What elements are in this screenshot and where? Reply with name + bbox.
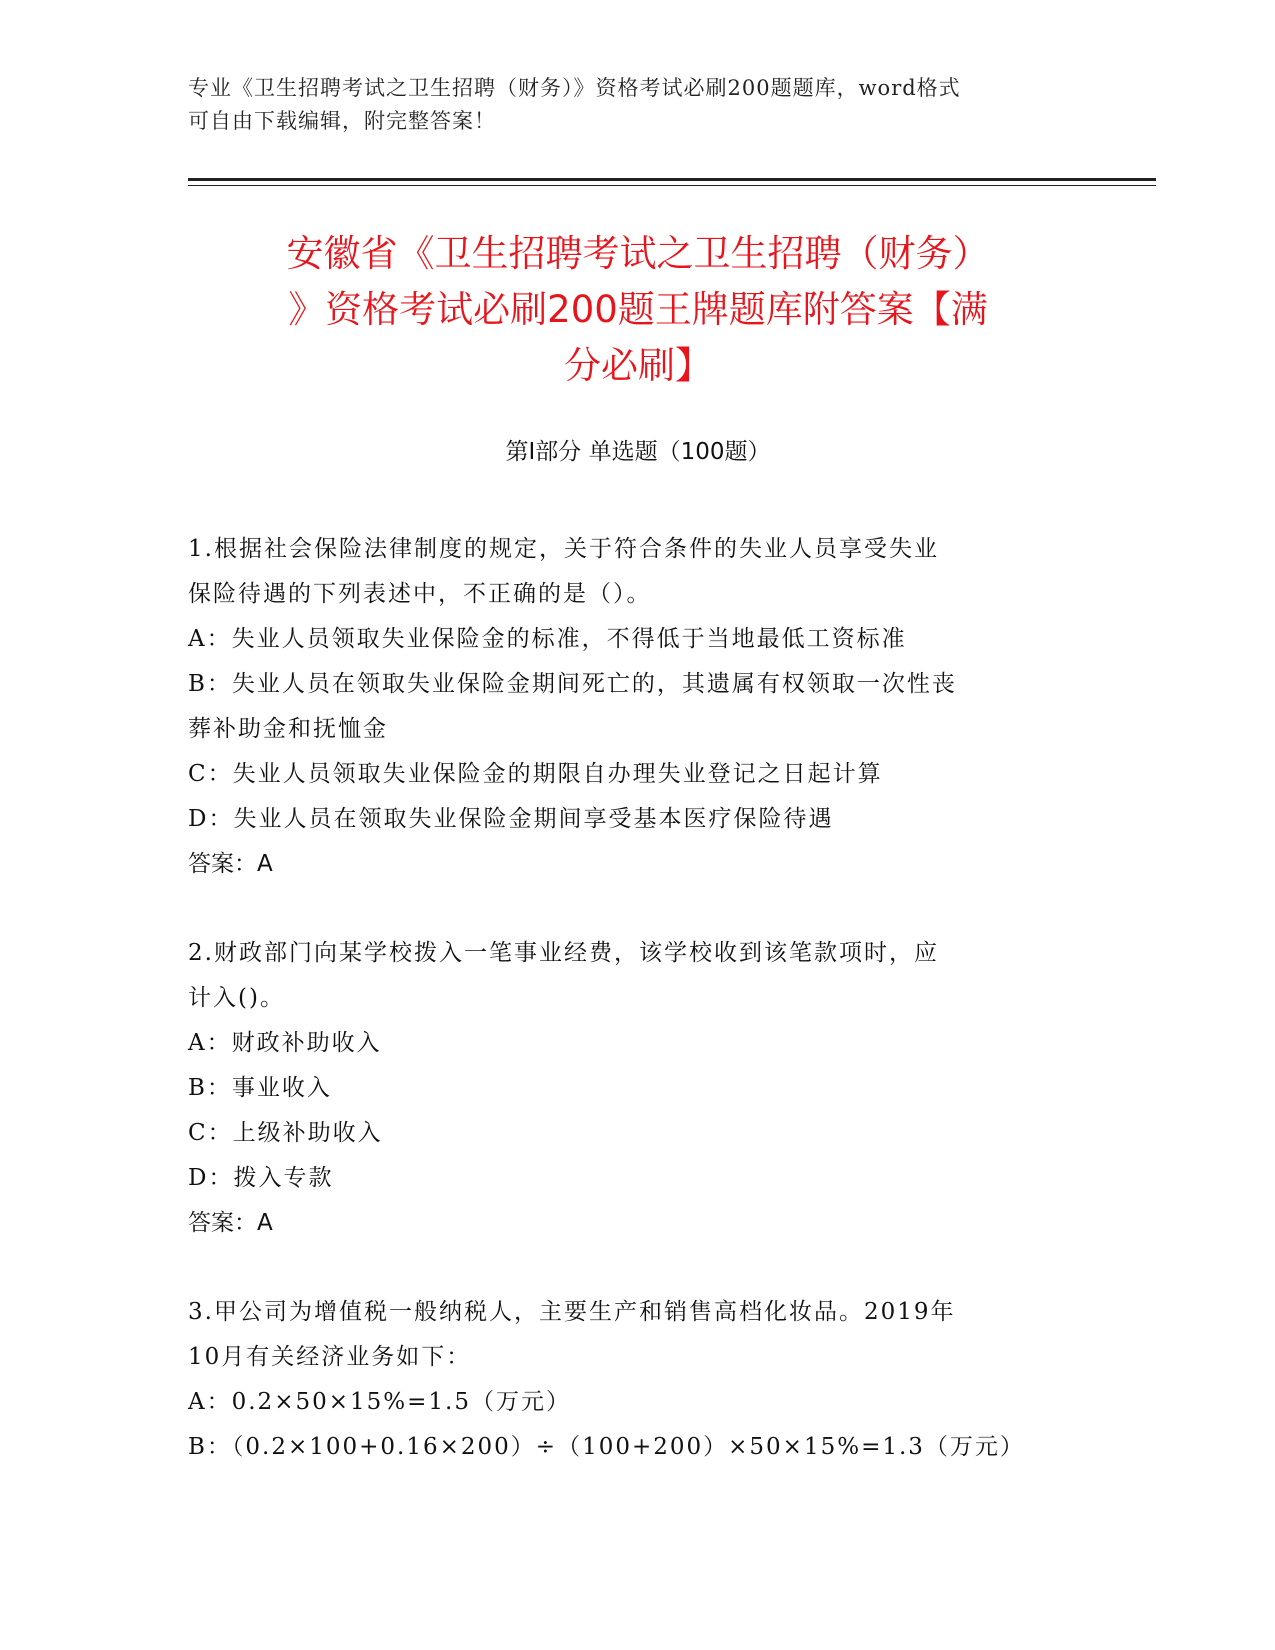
answer: 答案：A — [188, 851, 273, 877]
option-a: A：失业人员领取失业保险金的标准，不得低于当地最低工资标准 — [188, 626, 907, 652]
question-1 — [188, 527, 1088, 887]
question-2 — [188, 931, 1088, 1246]
question-stem-line: 10月有关经济业务如下： — [188, 1344, 472, 1370]
option-c: C：失业人员领取失业保险金的期限自办理失业登记之日起计算 — [188, 761, 883, 787]
option-b: B：（0.2×100+0.16×200）÷（100+200）×50×15%=1.3（万元） — [188, 1434, 1025, 1460]
option-b-continued: 葬补助金和抚恤金 — [188, 716, 388, 742]
question-stem-line: 3.甲公司为增值税一般纳税人，主要生产和销售高档化妆品。2019年 — [188, 1299, 956, 1325]
title-line-2: 》资格考试必刷200题王牌题库附答案【满 — [288, 288, 988, 331]
option-b: B：失业人员在领取失业保险金期间死亡的，其遗属有权领取一次性丧 — [188, 671, 957, 697]
header-divider-thick — [188, 178, 1156, 181]
question-stem-line: 2.财政部门向某学校拨入一笔事业经费，该学校收到该笔款项时，应 — [188, 940, 939, 966]
option-a: A：财政补助收入 — [188, 1030, 382, 1056]
question-list — [188, 527, 1088, 1470]
question-stem-line: 保险待遇的下列表述中，不正确的是（）。 — [188, 581, 652, 607]
document-header-note — [188, 72, 1068, 138]
answer: 答案：A — [188, 1210, 273, 1236]
question-stem-line: 1.根据社会保险法律制度的规定，关于符合条件的失业人员享受失业 — [188, 536, 939, 562]
option-b: B：事业收入 — [188, 1075, 332, 1101]
header-note-line-2: 可自由下载编辑，附完整答案！ — [188, 109, 496, 133]
header-note-line-1: 专业《卫生招聘考试之卫生招聘（财务）》资格考试必刷200题题库，word格式 — [188, 76, 961, 100]
title-line-1: 安徽省《卫生招聘考试之卫生招聘（财务） — [286, 232, 990, 275]
section-heading: 第Ⅰ部分 单选题（100题） — [505, 439, 771, 465]
option-a: A：0.2×50×15%=1.5（万元） — [188, 1389, 571, 1415]
header-divider-thin — [188, 185, 1156, 186]
document-title — [188, 226, 1088, 394]
question-stem-line: 计入()。 — [188, 985, 285, 1011]
option-c: C：上级补助收入 — [188, 1120, 383, 1146]
title-line-3: 分必刷】 — [564, 344, 712, 387]
option-d: D：失业人员在领取失业保险金期间享受基本医疗保险待遇 — [188, 806, 834, 832]
option-d: D：拨入专款 — [188, 1165, 334, 1191]
question-3 — [188, 1290, 1088, 1470]
